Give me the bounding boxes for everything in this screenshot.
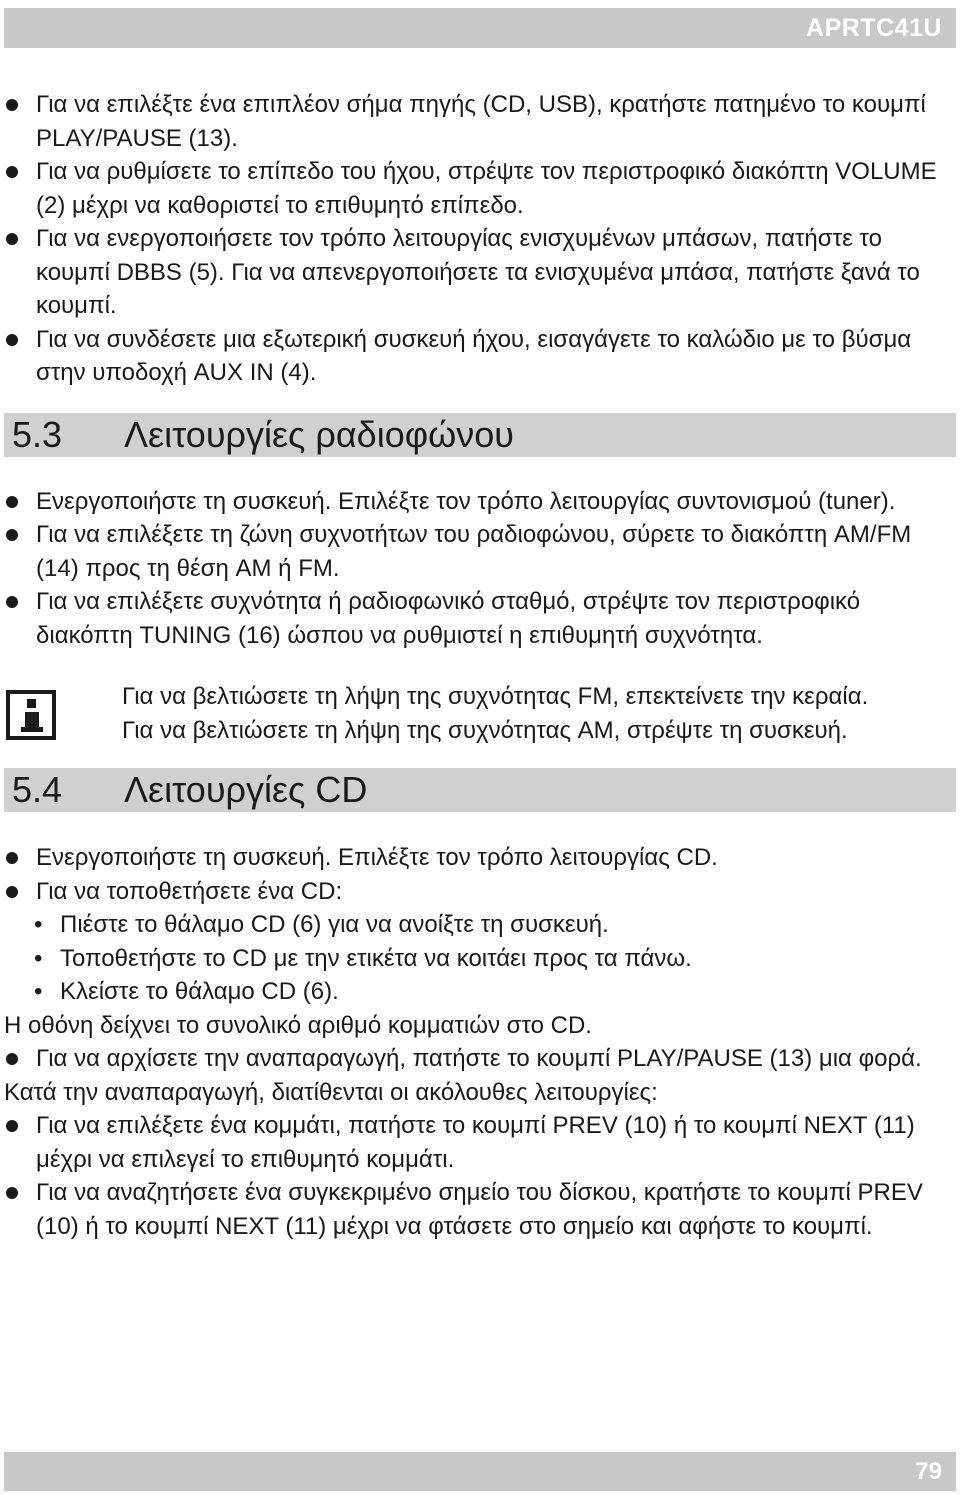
sub-bullet-icon: • bbox=[34, 944, 43, 972]
bullet-icon bbox=[6, 529, 18, 541]
bullet-icon bbox=[6, 233, 18, 245]
list-item: Για να τοποθετήσετε ένα CD: bbox=[4, 875, 956, 909]
section-heading-5-3 bbox=[4, 413, 956, 457]
bullet-icon bbox=[6, 334, 18, 346]
list-item: Για να συνδέσετε μια εξωτερική συσκευή ήχου, εισαγάγετε το καλώδιο με το βύσμα στην υποδοχή AUX IN (4). bbox=[4, 323, 956, 390]
info-line: Για να βελτιώσετε τη λήψη της συχνότητας AM, στρέψτε τη συσκευή. bbox=[122, 717, 848, 744]
page-number: 79 bbox=[915, 1458, 942, 1485]
sub-list-item: • Πιέστε το θάλαμο CD (6) για να ανοίξτε τη συσκευή. bbox=[4, 908, 956, 942]
list-item: Για να αναζητήσετε ένα συγκεκριμένο σημείο του δίσκου, κρατήστε το κουμπί PREV (10) ή το κουμπί NEXT (11) μέχρι να φτάσετε στο σημείο και αφήστε το κουμπί. bbox=[4, 1176, 956, 1243]
bullet-icon bbox=[6, 166, 18, 178]
bullet-icon bbox=[6, 496, 18, 508]
list-item: Ενεργοποιήστε τη συσκευή. Επιλέξτε τον τρόπο λειτουργίας συντονισμού (tuner). bbox=[4, 485, 956, 519]
bullet-icon bbox=[6, 99, 18, 111]
list-item: Για να επιλέξτε ένα επιπλέον σήμα πηγής (CD, USB), κρατήστε πατημένο το κουμπί PLAY/PAUSE (13). bbox=[4, 88, 956, 155]
info-note bbox=[4, 680, 956, 760]
section-title: Λειτουργίες ραδιοφώνου bbox=[124, 413, 514, 455]
list-item: Για να ρυθμίσετε το επίπεδο του ήχου, στρέψτε τον περιστροφικό διακόπτη VOLUME (2) μέχρι να καθοριστεί το επιθυμητό επίπεδο. bbox=[4, 155, 956, 222]
footer-bar bbox=[4, 1452, 956, 1491]
sub-bullet-icon: • bbox=[34, 978, 43, 1005]
sub-list-item: • Τοποθετήστε το CD με την ετικέτα να κοιτάει προς τα πάνω. bbox=[4, 942, 956, 976]
bullet-icon bbox=[6, 1187, 18, 1199]
plain-text: Κατά την αναπαραγωγή, διατίθενται οι ακόλουθες λειτουργίες: bbox=[4, 1078, 658, 1106]
section-title: Λειτουργίες CD bbox=[124, 769, 368, 810]
page-content bbox=[4, 88, 956, 1243]
bullet-icon bbox=[6, 596, 18, 608]
model-code: APRTC41U bbox=[806, 14, 942, 42]
section-number: 5.4 bbox=[12, 769, 63, 810]
section-number: 5.3 bbox=[12, 413, 63, 455]
plain-text: Η οθόνη δείχνει το συνολικό αριθμό κομματιών στο CD. bbox=[4, 1011, 592, 1039]
info-text bbox=[122, 680, 868, 748]
list-item: Για να αρχίσετε την αναπαραγωγή, πατήστε το κουμπί PLAY/PAUSE (13) μια φορά. bbox=[4, 1042, 956, 1076]
sub-list-item: • Κλείστε το θάλαμο CD (6). bbox=[4, 975, 956, 1009]
list-item: Για να επιλέξετε τη ζώνη συχνοτήτων του ραδιοφώνου, σύρετε το διακόπτη AM/FM (14) προς τη θέση AM ή FM. bbox=[4, 518, 956, 585]
header-bar bbox=[4, 8, 956, 48]
sub-bullet-icon: • bbox=[34, 911, 43, 938]
list-item: Ενεργοποιήστε τη συσκευή. Επιλέξτε τον τρόπο λειτουργίας CD. bbox=[4, 841, 956, 875]
list-item: Για να επιλέξετε ένα κομμάτι, πατήστε το κουμπί PREV (10) ή το κουμπί NEXT (11) μέχρι να επιλεγεί το επιθυμητό κομμάτι. bbox=[4, 1109, 956, 1176]
list-item: Για να ενεργοποιήσετε τον τρόπο λειτουργίας ενισχυμένων μπάσων, πατήστε το κουμπί DBBS (5). Για να απενεργοποιήσετε τα ενισχυμένα μπάσα, πατήστε ξανά το κουμπί. bbox=[4, 222, 956, 323]
bullet-icon bbox=[6, 852, 18, 864]
info-line: Για να βελτιώσετε τη λήψη της συχνότητας FM, επεκτείνετε την κεραία. bbox=[122, 683, 869, 710]
intro-list bbox=[4, 88, 956, 390]
info-icon bbox=[6, 690, 56, 740]
bullet-icon bbox=[6, 1053, 18, 1065]
bullet-icon bbox=[6, 1120, 18, 1132]
bullet-icon bbox=[6, 886, 18, 898]
cd-list bbox=[4, 841, 956, 1243]
list-item: Για να επιλέξετε συχνότητα ή ραδιοφωνικό σταθμό, στρέψτε τον περιστροφικό διακόπτη TUNING (16) ώσπου να ρυθμιστεί η επιθυμητή συχνότητα. bbox=[4, 585, 956, 652]
radio-list bbox=[4, 485, 956, 653]
section-heading-5-4 bbox=[4, 768, 956, 812]
